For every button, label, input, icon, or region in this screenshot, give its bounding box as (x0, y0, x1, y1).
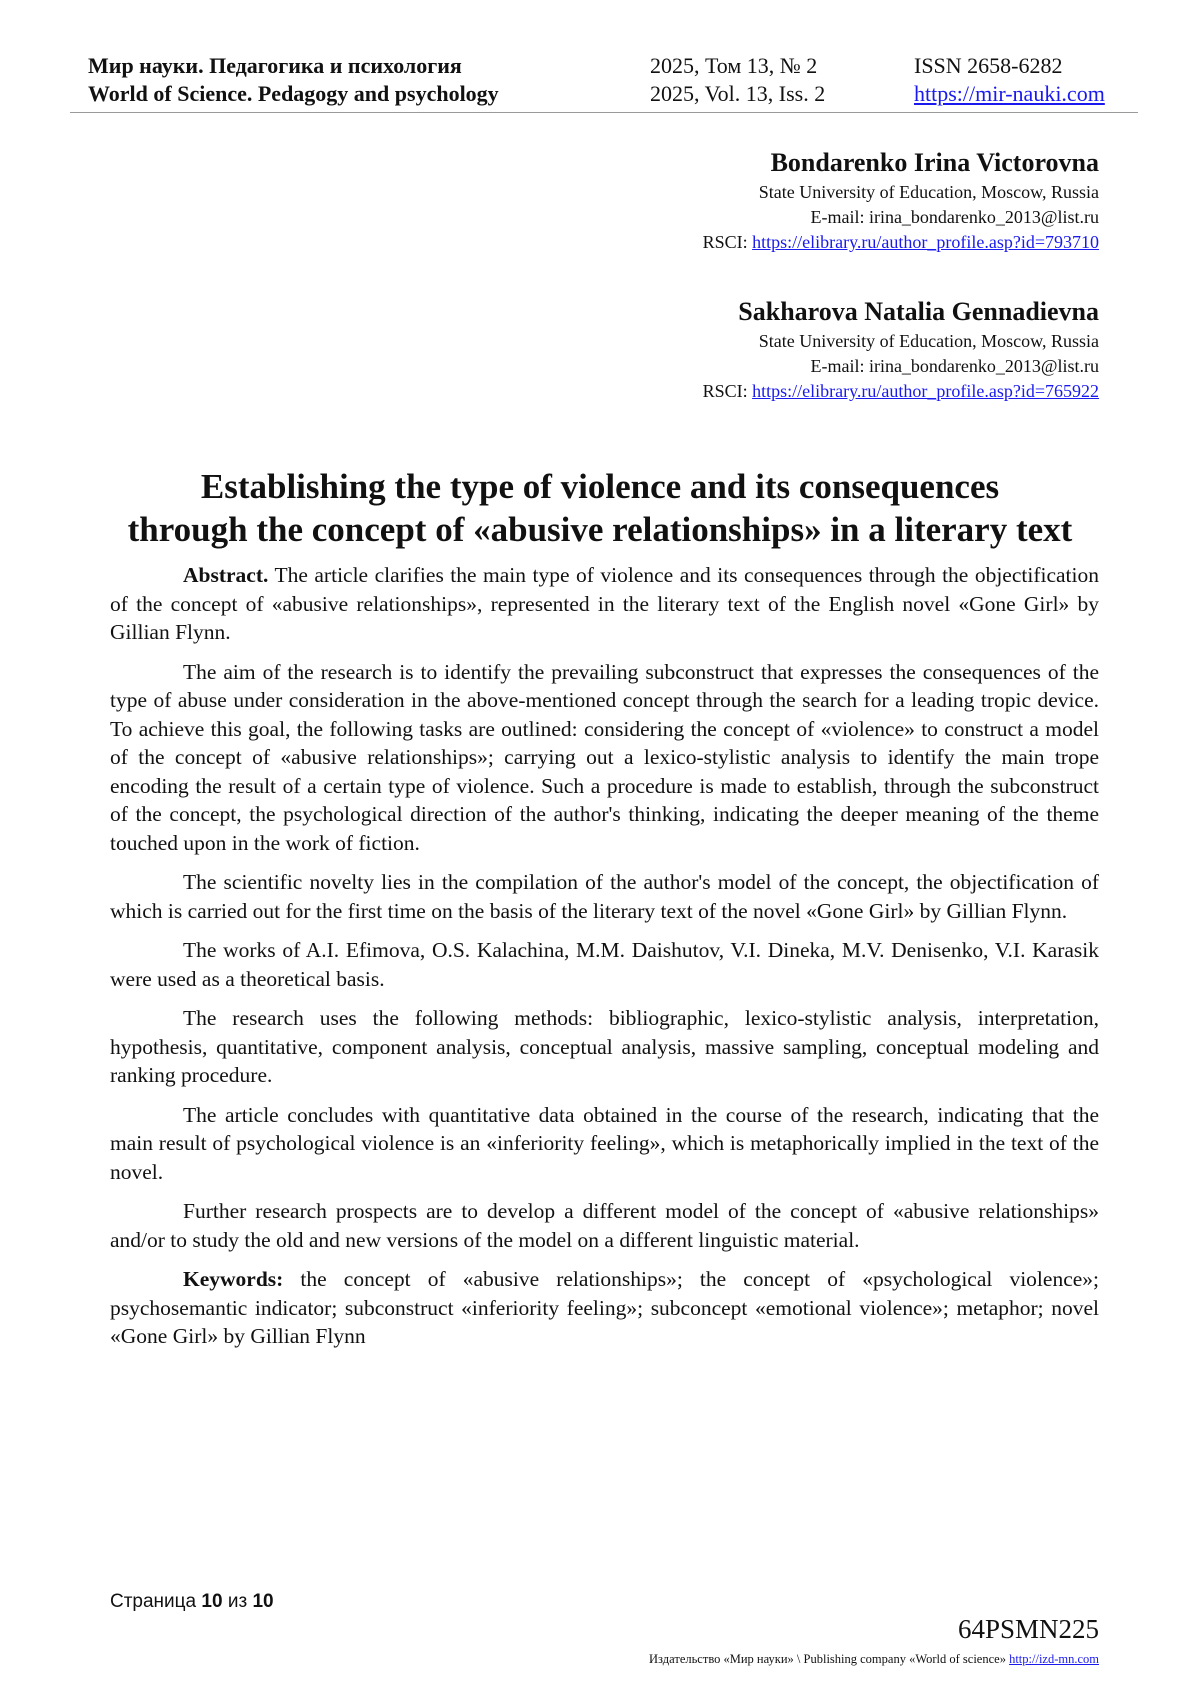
rsci-link[interactable]: https://elibrary.ru/author_profile.asp?id=793710 (752, 232, 1099, 252)
abstract-paragraph: The article concludes with quantitative data obtained in the course of the research, indicating that the main result of psychological violence is an «inferiority feeling», which is metaphorically implied in the text of the novel. (110, 1102, 1099, 1184)
author-affiliation: State University of Education, Moscow, Russia (758, 182, 1099, 202)
author-affiliation: State University of Education, Moscow, Russia (758, 331, 1099, 351)
author-rsci (703, 379, 1099, 404)
author-name: Bondarenko Irina Victorovna (770, 148, 1099, 177)
header-divider (70, 112, 1138, 113)
issue-en: 2025, Vol. 13, Iss. 2 (650, 81, 826, 106)
abstract-label: Abstract. (183, 563, 269, 587)
journal-website-link[interactable]: https://mir-nauki.com (914, 81, 1105, 106)
title-line-1: Establishing the type of violence and its consequences (200, 467, 1000, 506)
author-name: Sakharova Natalia Gennadievna (738, 297, 1099, 326)
keywords-paragraph (110, 1265, 1099, 1351)
journal-header (88, 52, 1124, 108)
publisher-link[interactable]: http://izd-mn.com (1009, 1652, 1099, 1666)
keywords-text: the concept of «abusive relationships»; the concept of «psychological violence»; psychosemantic indicator; subconstruct «inferiority feeling»; subconcept «emotional violence»; metaphor; novel «Gone Girl» by Gillian Flynn (110, 1267, 1099, 1348)
journal-title-en: World of Science. Pedagogy and psychology (88, 81, 499, 106)
issn: ISSN 2658-6282 (914, 53, 1063, 78)
page-number: Страница 10 из 10 (110, 1591, 274, 1612)
issue-ru: 2025, Том 13, № 2 (650, 53, 818, 78)
abstract-paragraph: The works of A.I. Efimova, O.S. Kalachina, M.M. Daishutov, V.I. Dineka, M.V. Denisenko, V.I. Karasik were used as a theoretical basis. (110, 938, 1099, 991)
rsci-link[interactable]: https://elibrary.ru/author_profile.asp?id=765922 (752, 381, 1099, 401)
article-title (60, 465, 1140, 551)
abstract-paragraph: Abstract. The article clarifies the main type of violence and its consequences through the objectification of the concept of «abusive relationships», represented in the literary text of the English novel «Gone Girl» by Gillian Flynn. (110, 563, 1099, 644)
article-code: 64PSMN225 (957, 1614, 1099, 1644)
journal-title-ru: Мир науки. Педагогика и психология (88, 53, 462, 78)
abstract-paragraph: The aim of the research is to identify the prevailing subconstruct that expresses the consequences of the type of abuse under consideration in the above-mentioned concept through the search for a leading tropic device. To achieve this goal, the following tasks are outlined: considering the concept of «violence» to construct a model of the concept of «abusive relationships»; carrying out a lexico-stylistic analysis to identify the main trope encoding the result of a certain type of violence. Such a procedure is made to establish, through the subconstruct of the concept, the psychological direction of the author's thinking, indicating the deeper meaning of the theme touched upon in the work of fiction. (110, 659, 1099, 855)
keywords-label: Keywords: (183, 1267, 284, 1291)
abstract-paragraph: The research uses the following methods: bibliographic, lexico-stylistic analysis, interpretation, hypothesis, quantitative, component analysis, conceptual analysis, massive sampling, conceptual modeling and ranking procedure. (110, 1006, 1099, 1087)
title-line-2: through the concept of «abusive relationships» in a literary text (127, 510, 1073, 549)
abstract-section (110, 561, 1099, 1362)
author-block (703, 147, 1099, 255)
abstract-paragraph: Further research prospects are to develop a different model of the concept of «abusive relationships» and/or to study the old and new versions of the model on a different linguistic material. (110, 1199, 1099, 1252)
abstract-paragraph: The scientific novelty lies in the compilation of the author's model of the concept, the objectification of which is carried out for the first time on the basis of the literary text of the novel «Gone Girl» by Gillian Flynn. (110, 870, 1099, 923)
publisher-line: Издательство «Мир науки» \ Publishing company «World of science» http://izd-mn.com (649, 1652, 1099, 1666)
rsci-label: RSCI: (702, 232, 748, 252)
rsci-label: RSCI: (702, 381, 748, 401)
author-block (703, 296, 1099, 404)
author-email: E-mail: irina_bondarenko_2013@list.ru (810, 356, 1099, 376)
author-rsci (703, 230, 1099, 255)
author-email: E-mail: irina_bondarenko_2013@list.ru (810, 207, 1099, 227)
